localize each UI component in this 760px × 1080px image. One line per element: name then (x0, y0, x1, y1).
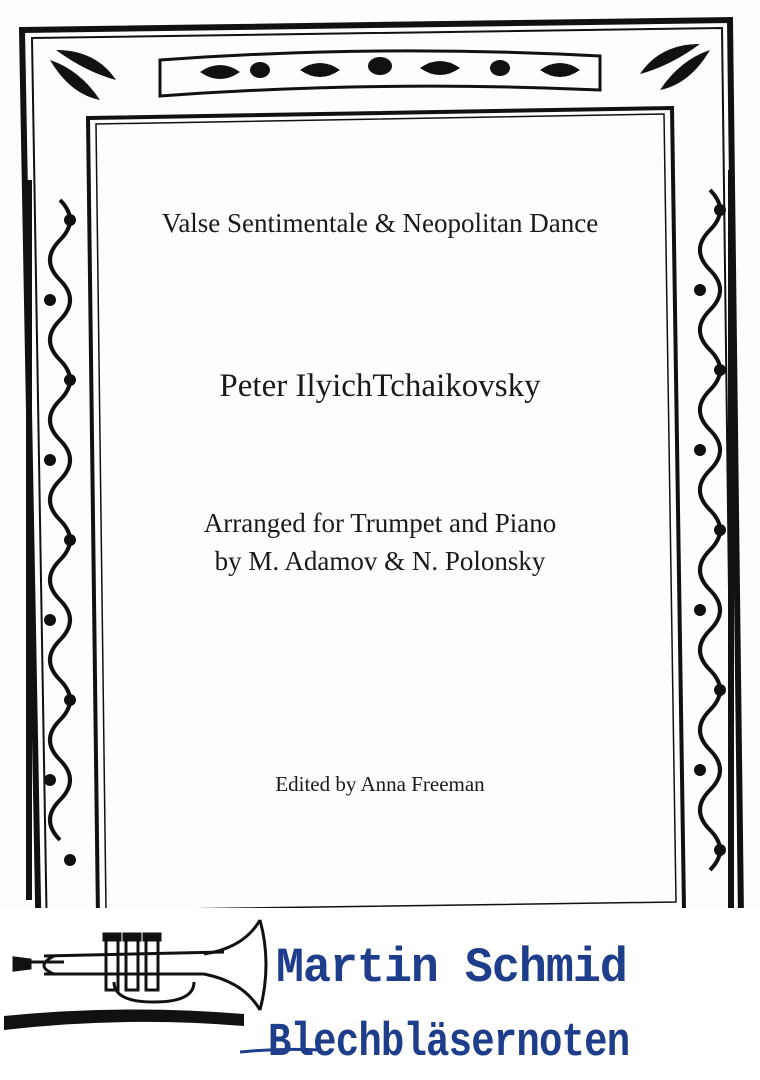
composer-name: Peter IlyichTchaikovsky (219, 368, 541, 404)
publisher-name-line-2: Blechbläsernoten (268, 1017, 630, 1070)
trumpet-icon (4, 912, 274, 1032)
editor-credit: Edited by Anna Freeman (275, 772, 485, 796)
arrangement-line-1: Arranged for Trumpet and Piano (203, 508, 557, 538)
publisher-name-line-1: Martin Schmid (276, 940, 627, 996)
arrangement-line-2: by M. Adamov & N. Polonsky (214, 546, 546, 576)
piece-title: Valse Sentimentale & Neopolitan Dance (161, 208, 599, 238)
